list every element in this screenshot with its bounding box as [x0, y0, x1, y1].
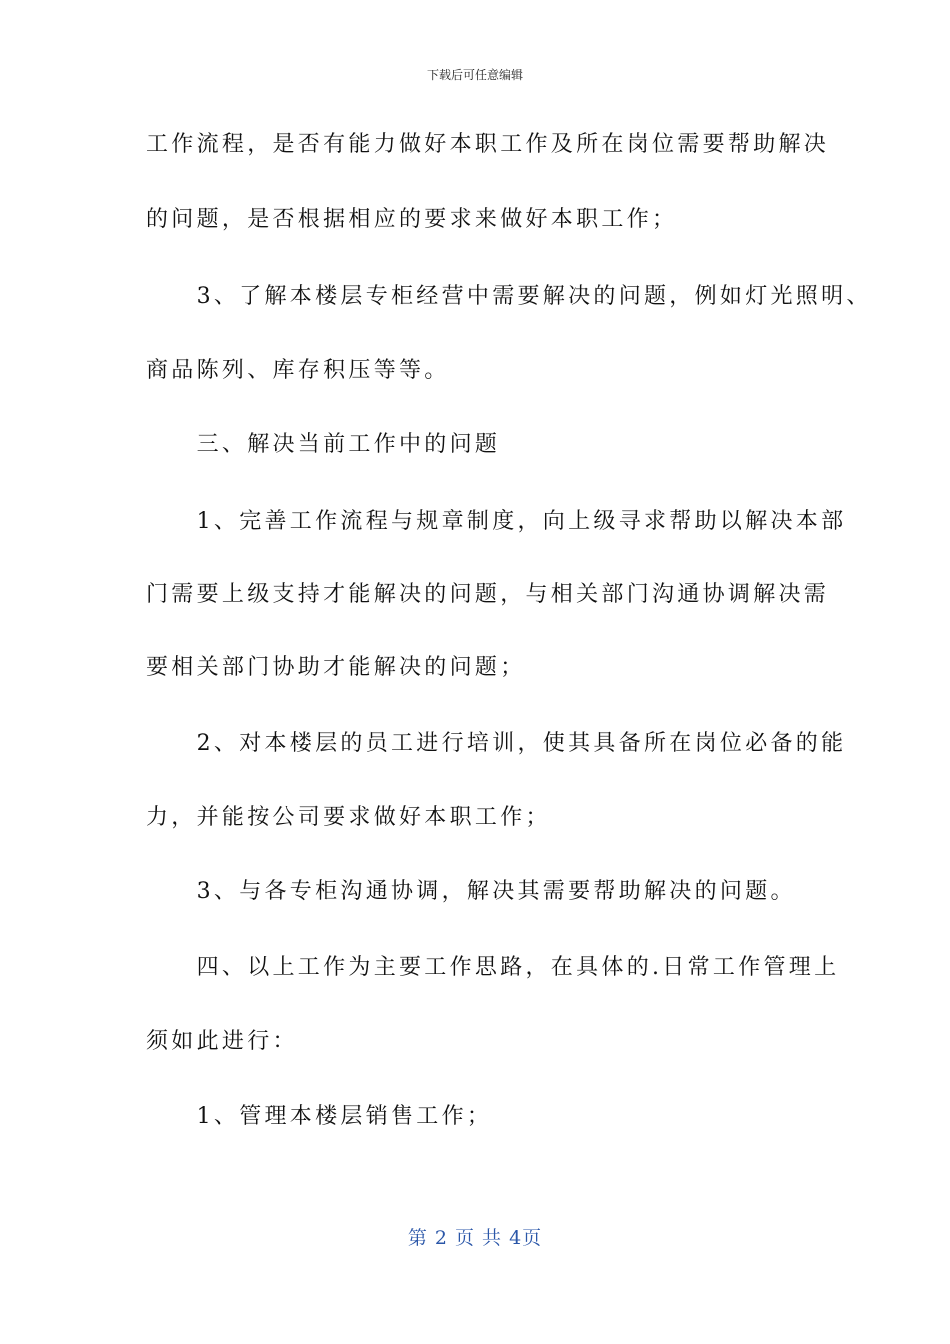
body-line: 3、了解本楼层专柜经营中需要解决的问题，例如灯光照明、 [146, 284, 872, 309]
body-line: 须如此进行： [146, 1029, 298, 1054]
body-line: 要相关部门协助才能解决的问题； [146, 655, 526, 680]
body-line: 力，并能按公司要求做好本职工作； [146, 805, 551, 830]
body-line: 1、完善工作流程与规章制度，向上级寻求帮助以解决本部 [146, 509, 847, 534]
body-line: 3、与各专柜沟通协调，解决其需要帮助解决的问题。 [146, 879, 796, 904]
body-line: 1、管理本楼层销售工作； [146, 1104, 493, 1129]
page-number: 第 2 页 共 4页 [407, 1227, 543, 1249]
body-line: 2、对本楼层的员工进行培训，使其具备所在岗位必备的能 [146, 731, 847, 756]
section-heading: 三、解决当前工作中的问题 [146, 432, 501, 457]
section-heading: 四、以上工作为主要工作思路，在具体的.日常工作管理上 [146, 955, 840, 980]
body-line: 门需要上级支持才能解决的问题，与相关部门沟通协调解决需 [146, 582, 830, 607]
body-line: 商品陈列、库存积压等等。 [146, 358, 450, 383]
page-header: 下载后可任意编辑 [426, 68, 523, 82]
body-line: 的问题，是否根据相应的要求来做好本职工作； [146, 207, 678, 232]
body-line: 工作流程，是否有能力做好本职工作及所在岗位需要帮助解决 [146, 132, 830, 157]
